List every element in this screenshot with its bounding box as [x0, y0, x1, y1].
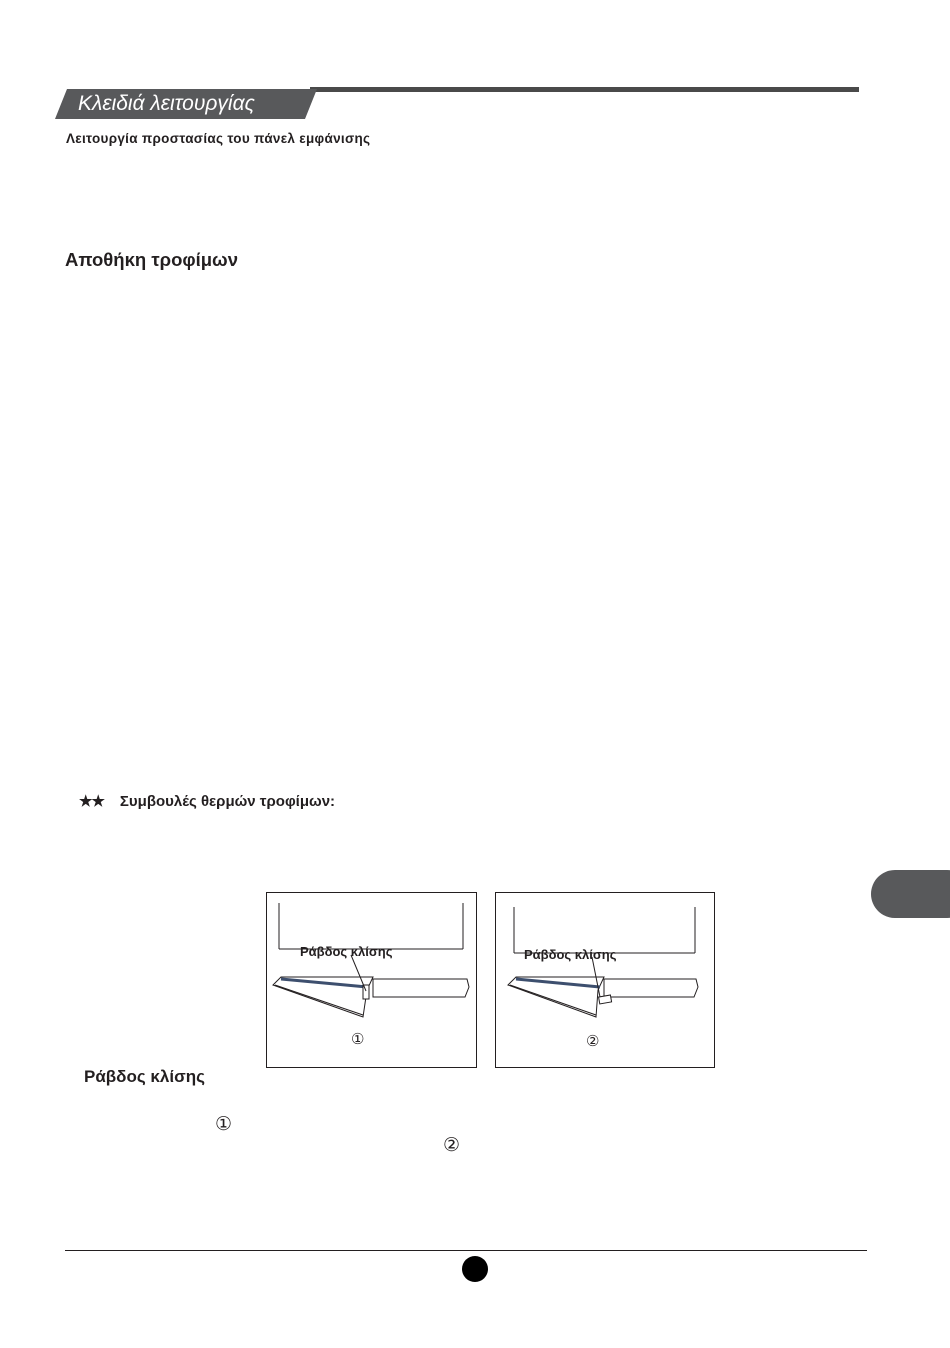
figure-label: Ράβδος κλίσης: [300, 944, 393, 959]
header-rule: [310, 87, 859, 92]
page-title: Κλειδιά λειτουργίας: [78, 92, 255, 115]
tilt-bar-figure-2: [495, 892, 715, 1068]
section-subtitle: Λειτουργία προστασίας του πάνελ εμφάνισης: [66, 131, 371, 146]
hot-food-tips-label: Συμβουλές θερμών τροφίμων:: [119, 793, 336, 810]
food-storage-heading: Αποθήκη τροφίμων: [65, 249, 238, 270]
tilt-bar-heading: Ράβδος κλίσης: [84, 1067, 205, 1086]
star-icon: ★★: [79, 793, 104, 810]
step-marker-2: ②: [443, 1135, 461, 1156]
figure-number: ①: [351, 1031, 365, 1048]
fridge-door-illustration: [496, 893, 714, 1067]
chapter-side-tab: [871, 870, 950, 918]
footer-rule: [65, 1250, 867, 1251]
fridge-door-illustration: [267, 893, 476, 1067]
step-marker-1: ①: [215, 1114, 233, 1135]
figure-number: ②: [586, 1033, 600, 1050]
figure-label: Ράβδος κλίσης: [524, 947, 617, 962]
page-number-dot: [462, 1256, 488, 1282]
tilt-bar-figure-1: [266, 892, 477, 1068]
hot-food-tips-heading: [79, 792, 335, 810]
